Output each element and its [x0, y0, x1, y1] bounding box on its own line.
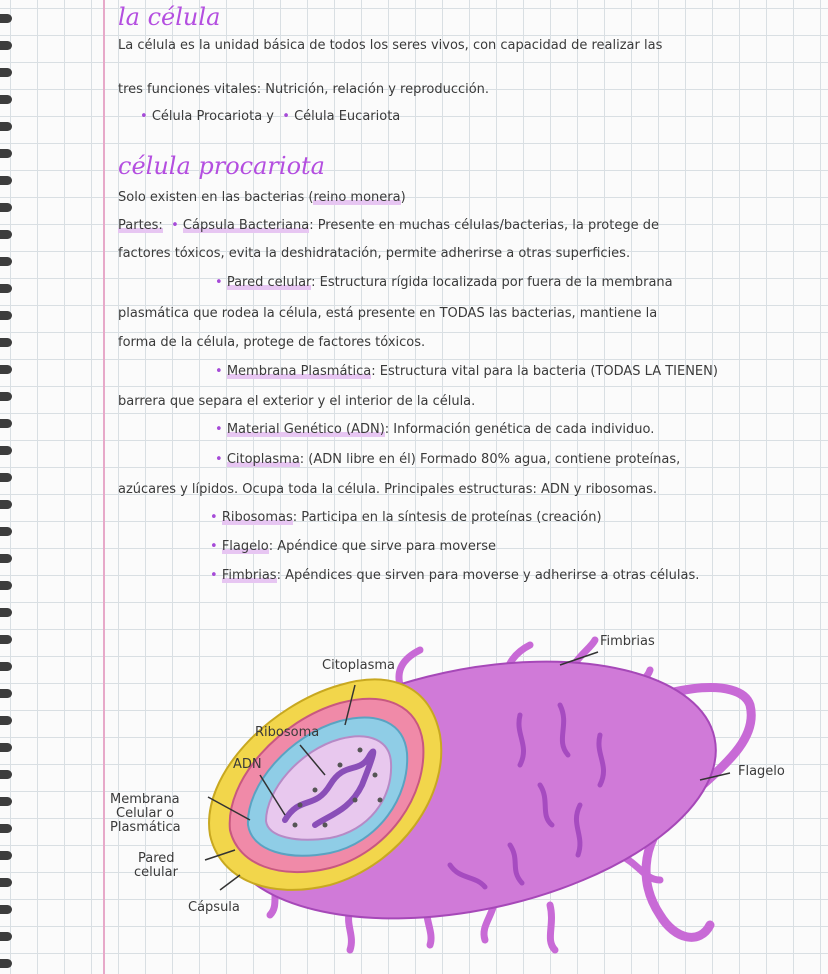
material-line: [215, 422, 654, 438]
solo-suffix: ): [400, 190, 406, 205]
solo-highlight: reino monera: [313, 190, 401, 205]
intro-line-1: La célula es la unidad básica de todos los seres vivos, con capacidad de realizar las: [118, 38, 663, 53]
spiral-ring: [0, 824, 12, 833]
flagelo-line: [210, 539, 496, 555]
spiral-ring: [0, 716, 12, 725]
label-capsula: Cápsula: [188, 900, 240, 915]
spiral-ring: [0, 338, 12, 347]
bullet: •: [210, 510, 218, 525]
label-pared-2: celular: [134, 865, 178, 880]
bullet: •: [140, 109, 148, 124]
label-citoplasma: Citoplasma: [322, 658, 395, 673]
type-eucariota: Célula Eucariota: [294, 109, 401, 124]
intro-line-2: tres funciones vitales: Nutrición, relación y reproducción.: [118, 82, 490, 97]
ribosomas-text: : Participa en la síntesis de proteínas (creación): [292, 510, 602, 525]
bacteria-diagram: [100, 625, 828, 974]
material-name: Material Genético (ADN): [226, 422, 385, 437]
pared-name: Pared celular: [226, 275, 312, 290]
pared-line-2: plasmática que rodea la célula, está presente en TODAS las bacterias, mantiene la: [118, 306, 658, 321]
bullet: •: [282, 109, 290, 124]
spiral-ring: [0, 284, 12, 293]
label-membrana-1: Membrana: [110, 792, 180, 807]
bullet: •: [215, 275, 223, 290]
spiral-ring: [0, 662, 12, 671]
spiral-ring: [0, 581, 12, 590]
pared-text-1: : Estructura rígida localizada por fuera de la membrana: [311, 275, 673, 290]
bullet: •: [171, 218, 179, 233]
spiral-ring: [0, 878, 12, 887]
spiral-ring: [0, 419, 12, 428]
spiral-ring: [0, 932, 12, 941]
spiral-ring: [0, 257, 12, 266]
spiral-ring: [0, 230, 12, 239]
membrana-text-1: : Estructura vital para la bacteria (TODAS LA TIENEN): [371, 364, 718, 379]
spiral-ring: [0, 203, 12, 212]
capsula-line-2: factores tóxicos, evita la deshidratación, permite adherirse a otras superficies.: [118, 246, 631, 261]
capsula-text-1: : Presente en muchas células/bacterias, la protege de: [309, 218, 659, 233]
label-flagelo: Flagelo: [738, 764, 785, 779]
page-title: la célula: [118, 3, 221, 31]
spiral-ring: [0, 500, 12, 509]
bullet: •: [210, 568, 218, 583]
spiral-ring: [0, 149, 12, 158]
label-ribosoma: Ribosoma: [255, 725, 320, 740]
spiral-ring: [0, 176, 12, 185]
spiral-ring: [0, 905, 12, 914]
label-fimbrias: Fimbrias: [600, 634, 655, 649]
section-title-procariota: célula procariota: [118, 152, 325, 180]
membrana-line-1: [215, 364, 718, 380]
spiral-ring: [0, 122, 12, 131]
citoplasma-line-2: azúcares y lípidos. Ocupa toda la célula. Principales estructuras: ADN y ribosomas.: [118, 482, 658, 497]
spiral-ring: [0, 473, 12, 482]
capsula-name: Cápsula Bacteriana: [182, 218, 310, 233]
spiral-ring: [0, 770, 12, 779]
bullet: •: [215, 364, 223, 379]
type-procariota: Célula Procariota y: [151, 109, 274, 124]
flagelo-text: : Apéndice que sirve para moverse: [268, 539, 496, 554]
pared-line-1: [215, 275, 673, 291]
label-pared-1: Pared: [138, 851, 175, 866]
membrana-line-2: barrera que separa el exterior y el interior de la célula.: [118, 394, 476, 409]
label-adn: ADN: [233, 757, 262, 772]
types-line: [140, 109, 400, 125]
spiral-ring: [0, 797, 12, 806]
spiral-ring: [0, 446, 12, 455]
spiral-ring: [0, 554, 12, 563]
spiral-ring: [0, 95, 12, 104]
spiral-ring: [0, 365, 12, 374]
spiral-ring: [0, 311, 12, 320]
spiral-ring: [0, 392, 12, 401]
spiral-binding: [0, 0, 16, 974]
pared-line-3: forma de la célula, protege de factores tóxicos.: [118, 335, 426, 350]
partes-label: Partes:: [118, 218, 163, 233]
flagelo-name: Flagelo: [221, 539, 269, 554]
fimbrias-name: Fimbrias: [221, 568, 277, 583]
membrana-name: Membrana Plasmática: [226, 364, 372, 379]
ribosomas-name: Ribosomas: [221, 510, 293, 525]
spiral-ring: [0, 689, 12, 698]
spiral-ring: [0, 68, 12, 77]
citoplasma-line-1: [215, 452, 680, 468]
bullet: •: [215, 452, 223, 467]
bullet: •: [210, 539, 218, 554]
label-membrana-2: Celular o: [116, 806, 174, 821]
bullet: •: [215, 422, 223, 437]
spiral-ring: [0, 959, 12, 968]
spiral-ring: [0, 14, 12, 23]
fimbrias-text: : Apéndices que sirven para moverse y adherirse a otras células.: [276, 568, 700, 583]
spiral-ring: [0, 608, 12, 617]
spiral-ring: [0, 851, 12, 860]
fimbrias-line: [210, 568, 699, 584]
spiral-ring: [0, 41, 12, 50]
solo-line: [118, 190, 406, 206]
material-text: : Información genética de cada individuo.: [384, 422, 655, 437]
spiral-ring: [0, 743, 12, 752]
spiral-ring: [0, 635, 12, 644]
citoplasma-text-1: : (ADN libre en él) Formado 80% agua, contiene proteínas,: [299, 452, 681, 467]
solo-prefix: Solo existen en las bacterias (: [118, 190, 314, 205]
capsula-line-1: [118, 218, 659, 234]
ribosomas-line: [210, 510, 602, 526]
citoplasma-name: Citoplasma: [226, 452, 300, 467]
label-membrana-3: Plasmática: [110, 820, 181, 835]
spiral-ring: [0, 527, 12, 536]
